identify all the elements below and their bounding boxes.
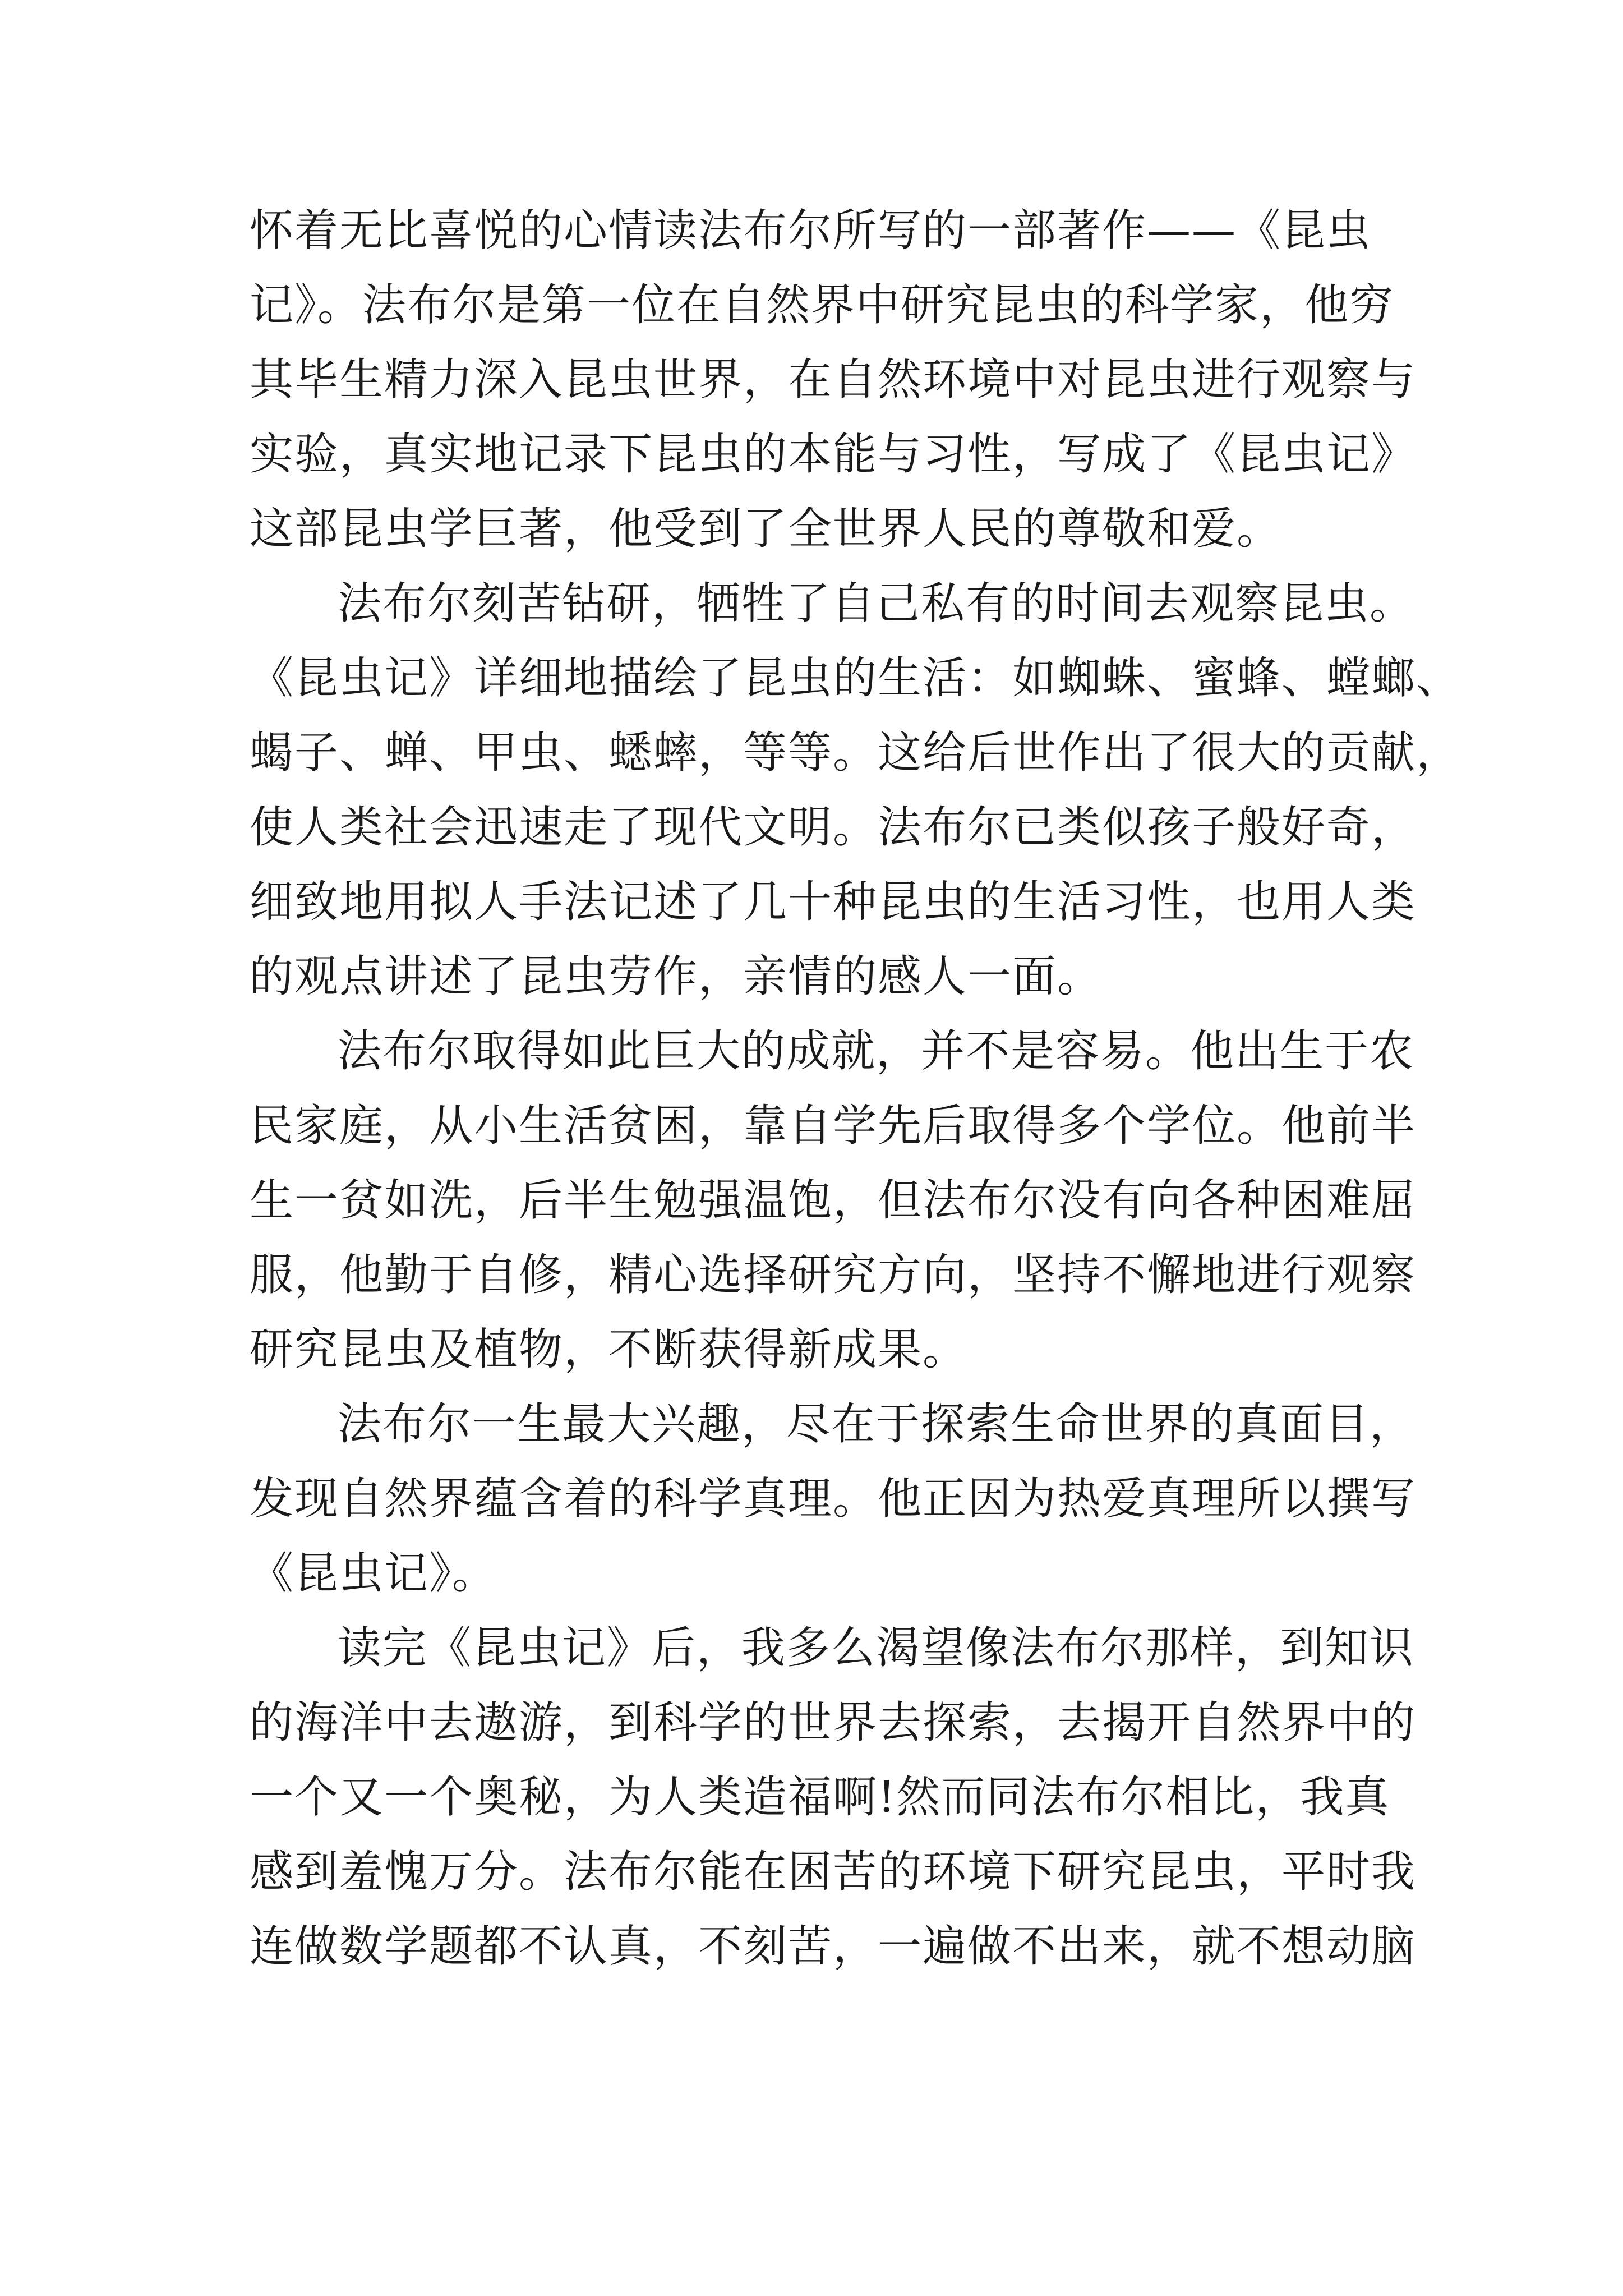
text-line: 使人类社会迅速走了现代文明。法布尔已类似孩子般好奇， [250, 802, 1417, 853]
text-line: 法布尔取得如此巨大的成就，并不是容易。他出生于农 [338, 1026, 1415, 1076]
text-line: 的观点讲述了昆虫劳作，亲情的感人一面。 [250, 951, 1103, 1002]
text-line: 实验，真实地记录下昆虫的本能与习性，写成了《昆虫记》 [250, 429, 1417, 480]
text-line: 民家庭，从小生活贫困，靠自学先后取得多个学位。他前半 [250, 1101, 1417, 1151]
body-text [250, 194, 1461, 1984]
text-line: 法布尔一生最大兴趣，尽在于探索生命世界的真面目， [338, 1399, 1415, 1450]
text-line: 细致地用拟人手法记述了几十种昆虫的生活习性，也用人类 [250, 877, 1417, 927]
text-line: 的海洋中去遨游，到科学的世界去探索，去揭开自然界中的 [250, 1697, 1417, 1748]
text-line: 生一贫如洗，后半生勉强温饱，但法布尔没有向各种困难屈 [250, 1175, 1417, 1226]
text-line: 怀着无比喜悦的心情读法布尔所写的一部著作——《昆虫 [250, 205, 1372, 256]
text-line: 一个又一个奥秘，为人类造福啊!然而同法布尔相比，我真 [250, 1772, 1390, 1823]
text-line: 《昆虫记》。 [250, 1548, 497, 1599]
text-line: 这部昆虫学巨著，他受到了全世界人民的尊敬和爱。 [250, 504, 1282, 554]
text-line: 蝎子、蝉、甲虫、蟋蟀，等等。这给后世作出了很大的贡献， [250, 728, 1461, 778]
text-line: 服，他勤于自修，精心选择研究方向，坚持不懈地进行观察 [250, 1250, 1417, 1300]
text-line: 法布尔刻苦钻研，牺牲了自己私有的时间去观察昆虫。 [338, 578, 1415, 629]
text-line: 其毕生精力深入昆虫世界，在自然环境中对昆虫进行观察与 [250, 355, 1417, 405]
text-line: 读完《昆虫记》后，我多么渴望像法布尔那样，到知识 [338, 1623, 1415, 1673]
text-line: 记》。法布尔是第一位在自然界中研究昆虫的科学家，他穷 [250, 280, 1395, 330]
text-line: 感到羞愧万分。法布尔能在困苦的环境下研究昆虫，平时我 [250, 1847, 1417, 1897]
text-line: 发现自然界蕴含着的科学真理。他正因为热爱真理所以撰写 [250, 1474, 1417, 1524]
text-line: 连做数学题都不认真，不刻苦，一遍做不出来，就不想动脑 [250, 1921, 1417, 1972]
text-line: 《昆虫记》详细地描绘了昆虫的生活：如蜘蛛、蜜蜂、螳螂、 [250, 653, 1461, 703]
text-line: 研究昆虫及植物，不断获得新成果。 [250, 1324, 968, 1375]
